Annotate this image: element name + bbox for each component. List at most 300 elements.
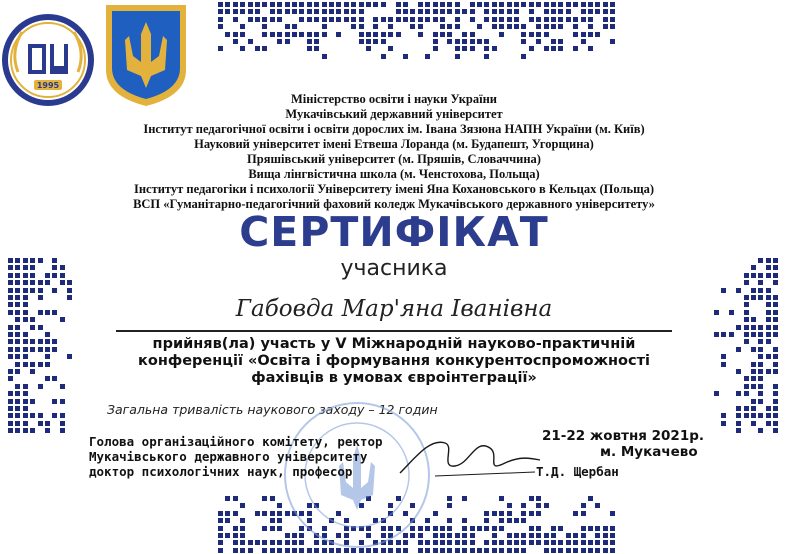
decor-dot: [558, 2, 563, 7]
decor-dot: [462, 540, 467, 545]
decor-dot: [455, 24, 460, 29]
decor-dot: [262, 496, 267, 501]
decor-dot: [240, 32, 245, 37]
decor-dot: [595, 533, 600, 538]
decor-dot: [433, 526, 438, 531]
decor-dot: [581, 511, 586, 516]
decor-dot: [573, 511, 578, 516]
decor-dot: [292, 32, 297, 37]
decor-dot: [418, 24, 423, 29]
decor-dot: [514, 548, 519, 553]
decor-dot: [351, 9, 356, 14]
decor-dot: [314, 17, 319, 22]
decor-dot: [403, 54, 408, 59]
decor-dot: [240, 526, 245, 531]
decor-dot: [462, 526, 467, 531]
decor-dot: [751, 399, 756, 404]
decor-dot: [499, 24, 504, 29]
decor-dot: [218, 17, 223, 22]
decor-dot: [270, 2, 275, 7]
decor-dot: [233, 540, 238, 545]
decor-dot: [610, 24, 615, 29]
decor-dot: [558, 24, 563, 29]
decor-dot: [521, 518, 526, 523]
decor-dot: [8, 413, 13, 418]
decor-dot: [314, 32, 319, 37]
decor-dot: [336, 9, 341, 14]
decor-dot: [721, 413, 726, 418]
decor-dot: [588, 526, 593, 531]
decor-dot: [359, 24, 364, 29]
decor-dot: [344, 17, 349, 22]
decor-dot: [433, 540, 438, 545]
decor-dot: [529, 17, 534, 22]
decor-dot: [536, 2, 541, 7]
decor-dot: [521, 540, 526, 545]
decor-dot: [470, 2, 475, 7]
decor-dot: [492, 24, 497, 29]
decor-dot: [544, 9, 549, 14]
decor-dot: [529, 32, 534, 37]
name-underline: [116, 330, 672, 332]
decor-dot: [255, 46, 260, 51]
decor-dot: [336, 2, 341, 7]
decor-dot: [336, 32, 341, 37]
decor-dot: [262, 540, 267, 545]
decor-dot: [292, 24, 297, 29]
decor-dot: [758, 413, 763, 418]
decor-dot: [536, 39, 541, 44]
decor-dot: [610, 9, 615, 14]
decor-dot: [270, 17, 275, 22]
decor-dot: [455, 533, 460, 538]
decor-dot: [359, 9, 364, 14]
decor-dot: [462, 533, 467, 538]
decor-dot: [307, 46, 312, 51]
decor-dot: [307, 2, 312, 7]
decor-dot: [440, 9, 445, 14]
decor-dot: [499, 511, 504, 516]
decor-dot: [507, 2, 512, 7]
decor-dot: [484, 526, 489, 531]
decor-dot: [588, 24, 593, 29]
decor-dot: [322, 54, 327, 59]
decor-dot: [240, 518, 245, 523]
decor-dot: [566, 548, 571, 553]
decor-dot: [52, 288, 57, 293]
decor-dot: [60, 421, 65, 426]
decor-dot: [595, 503, 600, 508]
decor-dot: [270, 9, 275, 14]
decor-dot: [433, 533, 438, 538]
decor-dot: [566, 533, 571, 538]
decor-dot: [736, 391, 741, 396]
decor-dot: [470, 548, 475, 553]
decor-dot: [23, 421, 28, 426]
decor-dot: [492, 17, 497, 22]
decor-dot: [499, 2, 504, 7]
decor-dot: [418, 17, 423, 22]
decor-dot: [566, 17, 571, 22]
org-line-czestochowa: Вища лінгвістична школа (м. Ченстохова, Польща): [248, 167, 540, 181]
decor-dot: [551, 46, 556, 51]
decor-dot: [433, 2, 438, 7]
decor-dot: [381, 2, 386, 7]
decor-dot: [373, 39, 378, 44]
org-line-eotvos: Науковий університет імені Етвеша Лоранда (м. Будапешт, Угорщина): [194, 137, 594, 151]
decor-dot: [462, 496, 467, 501]
decor-dot: [447, 39, 452, 44]
decor-dot: [529, 2, 534, 7]
decor-dot: [766, 413, 771, 418]
decor-dot: [440, 548, 445, 553]
decor-dot: [507, 540, 512, 545]
decor-dot: [536, 533, 541, 538]
decor-dot: [595, 9, 600, 14]
decor-dot: [610, 526, 615, 531]
decor-dot: [418, 2, 423, 7]
decor-dot: [45, 421, 50, 426]
decor-dot: [514, 9, 519, 14]
decor-dot: [610, 548, 615, 553]
decor-dot: [551, 17, 556, 22]
decor-dot: [499, 526, 504, 531]
decor-dot: [721, 288, 726, 293]
decor-dot: [514, 17, 519, 22]
decor-dot: [418, 9, 423, 14]
decor-dot: [225, 2, 230, 7]
decor-dot: [736, 428, 741, 433]
decor-dot: [462, 9, 467, 14]
decor-dot: [8, 325, 13, 330]
org-line-college: ВСП «Гуманітарно-педагогічний фаховий коледж Мукачівського державного університету»: [133, 197, 655, 211]
decor-dot: [484, 46, 489, 51]
decor-dot: [529, 46, 534, 51]
decor-dot: [773, 421, 778, 426]
decor-dot: [447, 548, 452, 553]
decor-dot: [551, 2, 556, 7]
decor-dot: [595, 2, 600, 7]
decor-dot: [766, 288, 771, 293]
decor-dot: [322, 32, 327, 37]
decor-dot: [396, 2, 401, 7]
decor-dot: [507, 518, 512, 523]
org-line-ministry: Міністерство освіти і науки України: [291, 92, 497, 106]
decor-dot: [262, 548, 267, 553]
decor-dot: [433, 46, 438, 51]
decor-dot: [403, 17, 408, 22]
decor-dot: [573, 24, 578, 29]
decor-dot: [581, 533, 586, 538]
decor-dot: [248, 2, 253, 7]
decor-dot: [773, 325, 778, 330]
decor-dot: [270, 511, 275, 516]
decor-dot: [477, 2, 482, 7]
decor-dot: [329, 17, 334, 22]
decor-dot: [499, 496, 504, 501]
decor-dot: [329, 2, 334, 7]
decor-dot: [514, 24, 519, 29]
decor-dot: [603, 2, 608, 7]
decor-dot: [396, 17, 401, 22]
decor-dot: [359, 39, 364, 44]
decor-dot: [285, 32, 290, 37]
decor-dot: [425, 9, 430, 14]
decor-dot: [248, 39, 253, 44]
decor-dot: [447, 503, 452, 508]
decor-dot: [588, 17, 593, 22]
decor-dot: [758, 428, 763, 433]
decor-dot: [499, 540, 504, 545]
decor-dot: [344, 2, 349, 7]
decor-dot: [381, 39, 386, 44]
decor-dot: [225, 9, 230, 14]
decor-dot: [366, 39, 371, 44]
decor-dot: [455, 9, 460, 14]
decor-dot: [514, 533, 519, 538]
decor-dot: [425, 2, 430, 7]
decor-dot: [285, 24, 290, 29]
decor-dot: [440, 17, 445, 22]
decor-dot: [351, 2, 356, 7]
decor-dot: [270, 526, 275, 531]
decor-dot: [751, 288, 756, 293]
decor-dot: [8, 391, 13, 396]
decor-dot: [544, 24, 549, 29]
decor-dot: [492, 526, 497, 531]
decor-dot: [507, 24, 512, 29]
decor-dot: [233, 39, 238, 44]
decor-dot: [233, 511, 238, 516]
decor-dot: [233, 2, 238, 7]
decor-dot: [299, 17, 304, 22]
decor-dot: [447, 32, 452, 37]
decor-dot: [255, 540, 260, 545]
decor-dot: [299, 32, 304, 37]
decor-dot: [558, 46, 563, 51]
decor-dot: [477, 39, 482, 44]
decor-dot: [322, 24, 327, 29]
decor-dot: [455, 540, 460, 545]
decor-dot: [344, 9, 349, 14]
decor-dot: [218, 540, 223, 545]
decor-dot: [8, 428, 13, 433]
decor-dot: [322, 17, 327, 22]
decor-dot: [38, 325, 43, 330]
decor-dot: [433, 9, 438, 14]
decor-dot: [218, 533, 223, 538]
decor-dot: [751, 406, 756, 411]
decor-dot: [373, 24, 378, 29]
decor-dot: [233, 9, 238, 14]
decor-dot: [581, 2, 586, 7]
decor-dot: [744, 413, 749, 418]
decor-dot: [307, 39, 312, 44]
decor-dot: [470, 32, 475, 37]
decor-dot: [484, 511, 489, 516]
decor-dot: [240, 548, 245, 553]
decor-dot: [736, 413, 741, 418]
decor-dot: [233, 526, 238, 531]
decor-dot: [536, 32, 541, 37]
decor-dot: [307, 32, 312, 37]
decor-dot: [60, 399, 65, 404]
signer-position-line-2: Мукачівського державного університету: [89, 449, 368, 464]
decor-dot: [52, 399, 57, 404]
decor-dot: [262, 511, 267, 516]
decor-dot: [218, 2, 223, 7]
decor-dot: [536, 24, 541, 29]
decor-dot: [447, 24, 452, 29]
decor-dot: [492, 511, 497, 516]
decor-dot: [529, 9, 534, 14]
decor-dot: [470, 17, 475, 22]
decor-dot: [521, 511, 526, 516]
decor-dot: [751, 421, 756, 426]
decor-dot: [573, 32, 578, 37]
decor-dot: [721, 421, 726, 426]
decor-dot: [588, 9, 593, 14]
decor-dot: [551, 533, 556, 538]
decor-dot: [15, 421, 20, 426]
decor-dot: [581, 32, 586, 37]
decor-dot: [351, 17, 356, 22]
decor-dot: [262, 2, 267, 7]
decor-dot: [470, 540, 475, 545]
certificate-title: СЕРТИФІКАТ: [239, 208, 549, 256]
decor-dot: [30, 288, 35, 293]
decor-dot: [410, 24, 415, 29]
decor-dot: [766, 421, 771, 426]
decor-dot: [433, 32, 438, 37]
decor-dot: [581, 503, 586, 508]
decor-dot: [233, 548, 238, 553]
decor-dot: [521, 54, 526, 59]
decor-dot: [440, 540, 445, 545]
decor-dot: [248, 540, 253, 545]
decor-dot: [396, 32, 401, 37]
decor-dot: [470, 46, 475, 51]
decor-dot: [536, 496, 541, 501]
decor-dot: [551, 540, 556, 545]
certificate-subtitle: учасника: [340, 256, 448, 281]
decor-dot: [381, 32, 386, 37]
decor-dot: [447, 533, 452, 538]
decor-dot: [15, 399, 20, 404]
decor-dot: [758, 391, 763, 396]
decor-dot: [329, 9, 334, 14]
decor-dot: [255, 511, 260, 516]
decor-dot: [277, 39, 282, 44]
decor-dot: [484, 540, 489, 545]
decor-dot: [492, 2, 497, 7]
decor-dot: [15, 428, 20, 433]
decor-dot: [529, 496, 534, 501]
decor-dot: [233, 17, 238, 22]
decor-dot: [455, 54, 460, 59]
decor-dot: [610, 540, 615, 545]
decor-dot: [536, 511, 541, 516]
decor-dot: [507, 548, 512, 553]
decor-dot: [30, 413, 35, 418]
decor-dot: [514, 518, 519, 523]
decor-dot: [455, 39, 460, 44]
decor-dot: [23, 391, 28, 396]
decor-dot: [521, 533, 526, 538]
decor-dot: [581, 548, 586, 553]
decor-dot: [558, 548, 563, 553]
decor-dot: [433, 17, 438, 22]
decor-dot: [440, 2, 445, 7]
decor-dot: [447, 9, 452, 14]
decor-dot: [521, 39, 526, 44]
decor-dot: [544, 17, 549, 22]
decor-dot: [366, 46, 371, 51]
decor-dot: [462, 518, 467, 523]
decor-dot: [595, 526, 600, 531]
decor-dot: [248, 548, 253, 553]
decor-dot: [536, 17, 541, 22]
decor-dot: [492, 533, 497, 538]
decor-dot: [8, 421, 13, 426]
decor-dot: [544, 503, 549, 508]
decor-dot: [285, 2, 290, 7]
decor-dot: [60, 413, 65, 418]
body-line-3: фахівців в умовах євроінтеграції»: [251, 370, 537, 386]
decor-dot: [477, 24, 482, 29]
decor-dot: [603, 540, 608, 545]
org-line-institute: Інститут педагогічної освіти і освіти дорослих ім. Івана Зязюна НАПН України (м. Київ): [143, 122, 645, 136]
decor-dot: [299, 2, 304, 7]
decor-dot: [544, 548, 549, 553]
participant-name: Габовда Мар'яна Іванівна: [235, 296, 553, 322]
decor-dot: [277, 32, 282, 37]
decor-dot: [773, 406, 778, 411]
decor-dot: [425, 54, 430, 59]
decor-dot: [603, 9, 608, 14]
decor-dot: [270, 548, 275, 553]
decor-dot: [15, 288, 20, 293]
decor-dot: [23, 413, 28, 418]
decor-dot: [470, 39, 475, 44]
decor-dot: [45, 428, 50, 433]
decor-dot: [514, 540, 519, 545]
decor-dot: [240, 533, 245, 538]
decor-dot: [30, 325, 35, 330]
decor-dot: [240, 540, 245, 545]
decor-dot: [758, 288, 763, 293]
decor-dot: [351, 24, 356, 29]
decor-dot: [240, 24, 245, 29]
decor-dot: [588, 2, 593, 7]
decor-dot: [492, 540, 497, 545]
decor-dot: [588, 540, 593, 545]
decor-dot: [492, 9, 497, 14]
decor-dot: [292, 9, 297, 14]
decor-dot: [588, 548, 593, 553]
decor-dot: [381, 17, 386, 22]
decor-dot: [462, 46, 467, 51]
decor-dot: [573, 46, 578, 51]
decor-dot: [322, 2, 327, 7]
decor-dot: [447, 540, 452, 545]
decor-dot: [566, 9, 571, 14]
decor-dot: [714, 391, 719, 396]
decor-dot: [248, 9, 253, 14]
decor-dot: [225, 496, 230, 501]
decor-dot: [484, 9, 489, 14]
decor-dot: [595, 32, 600, 37]
